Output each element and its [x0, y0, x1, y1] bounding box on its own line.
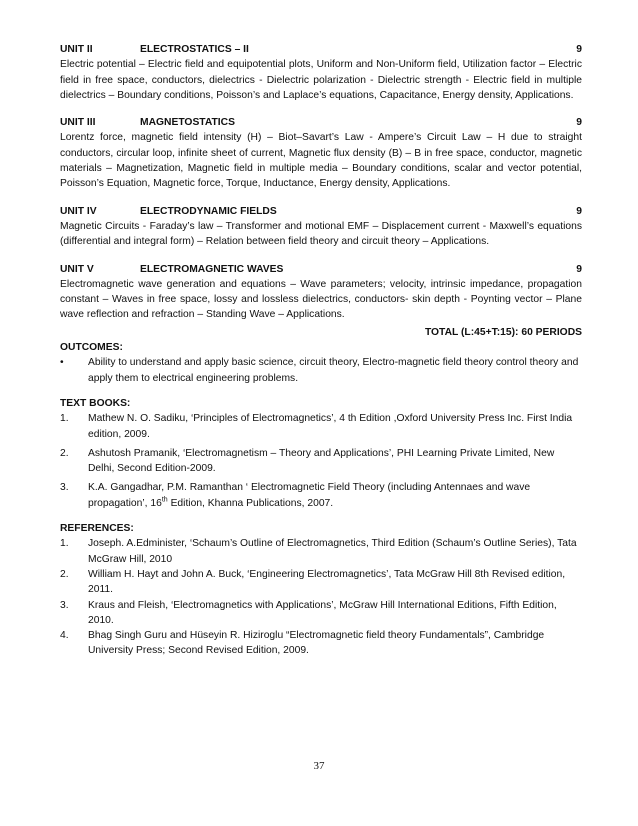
- item-text: William H. Hayt and John A. Buck, ‘Engineering Electromagnetics’, Tata McGraw Hill 8th Revised edition, 2011.: [88, 568, 566, 596]
- unit-3: [60, 115, 582, 191]
- unit-number: UNIT II: [60, 44, 93, 55]
- reference-item: [60, 628, 582, 659]
- textbook-item: [60, 446, 582, 477]
- unit-4: [60, 204, 582, 250]
- unit-body: Electromagnetic wave generation and equations – Wave parameters; velocity, intrinsic impedance, propagation constant – Waves in free space, lossy and lossless dielectrics, conductors- skin depth - Poynting vector – Plane wave reflection and refraction – Standing Wave – Applications.: [60, 278, 582, 321]
- unit-heading: [60, 204, 582, 219]
- unit-title: ELECTROSTATICS – II: [140, 44, 249, 55]
- unit-number: UNIT III: [60, 117, 96, 129]
- reference-item: [60, 536, 582, 567]
- reference-item: [60, 598, 582, 629]
- item-text: Joseph. A.Edminister, ‘Schaum’s Outline of Electromagnetics, Third Edition (Schaum’s Outline Series), Tata McGraw Hill, 2010: [88, 538, 577, 565]
- unit-body: Magnetic Circuits - Faraday’s law – Transformer and motional EMF – Displacement current - Maxwell’s equations (differential and integral form) – Relation between field theory and circuit theory – Applications.: [60, 220, 582, 248]
- item-number: 1.: [60, 413, 69, 425]
- references-section: [60, 521, 582, 659]
- unit-number: UNIT V: [60, 263, 94, 275]
- bullet-icon: •: [60, 357, 64, 369]
- outcomes-heading: OUTCOMES:: [60, 342, 123, 354]
- total-periods: TOTAL (L:45+T:15): 60 PERIODS: [424, 326, 582, 338]
- syllabus-content: [60, 42, 582, 659]
- outcome-text: Ability to understand and apply basic science, circuit theory, Electro-magnetic field theory control theory and apply them to electrical engineering problems.: [88, 357, 579, 384]
- textbooks-heading: TEXT BOOKS:: [60, 397, 131, 409]
- unit-hours: 9: [576, 44, 582, 55]
- textbook-item: [60, 480, 582, 511]
- ordinal-suffix: th: [161, 496, 168, 504]
- outcome-item: [60, 355, 582, 386]
- unit-hours: 9: [576, 117, 582, 129]
- item-text-part: K.A. Gangadhar, P.M. Ramanthan ‘ Electromagnetic Field Theory (including Antennaes and wave propagation’, 16: [88, 482, 531, 509]
- unit-number: UNIT IV: [60, 205, 97, 217]
- textbook-item: [60, 411, 582, 442]
- item-number: 2.: [60, 447, 69, 459]
- item-number: 3.: [60, 482, 69, 494]
- item-number: 2.: [60, 568, 69, 580]
- textbooks-section: [60, 396, 582, 511]
- unit-body: Lorentz force, magnetic field intensity (H) – Biot–Savart’s Law - Ampere’s Circuit Law – H due to straight conductors, circular loop, infinite sheet of current, Magnetic flux density (B) – B in free space, conductor, magnetic materials – Magnetization, Magnetic field in multiple media – Boundary conditions, scalar and vector potential, Poisson’s Equation, Magnetic force, Torque, Inductance, Energy density, Applications.: [60, 132, 582, 190]
- unit-title: MAGNETOSTATICS: [140, 117, 235, 129]
- item-number: 3.: [60, 599, 69, 611]
- unit-heading: [60, 42, 582, 57]
- item-text: [88, 480, 582, 511]
- item-number: 1.: [60, 538, 69, 550]
- item-number: 4.: [60, 630, 69, 642]
- item-text: Kraus and Fleish, ‘Electromagnetics with Applications’, McGraw Hill International Editions, Fifth Edition, 2010.: [88, 599, 557, 626]
- unit-hours: 9: [576, 205, 582, 217]
- unit-2: [60, 42, 582, 103]
- outcomes-section: [60, 340, 582, 386]
- unit-body: Electric potential – Electric field and equipotential plots, Uniform and Non-Uniform field, Utilization factor – Electric field in free space, conductors, dielectrics - Dielectric polarization - Dielectric strength - Electric field in multiple dielectrics – Boundary conditions, Poisson’s and Laplace’s equations, Capacitance, Energy density, Applications.: [60, 59, 582, 101]
- unit-heading: [60, 115, 582, 130]
- references-heading: REFERENCES:: [60, 523, 134, 535]
- unit-hours: 9: [576, 263, 582, 275]
- reference-item: [60, 567, 582, 598]
- unit-heading: [60, 262, 582, 277]
- page-number: 37: [313, 760, 325, 772]
- item-text-part: Edition, Khanna Publications, 2007.: [167, 497, 334, 509]
- item-text: Mathew N. O. Sadiku, ‘Principles of Electromagnetics’, 4 th Edition ,Oxford University Press Inc. First India edition, 2009.: [88, 413, 573, 440]
- item-text: Ashutosh Pramanik, ‘Electromagnetism – Theory and Applications’, PHI Learning Private Limited, New Delhi, Second Edition-2009.: [88, 447, 555, 475]
- unit-5: [60, 262, 582, 323]
- item-text: Bhag Singh Guru and Hüseyin R. Hiziroglu “Electromagnetic field theory Fundamentals”, Cambridge University Press; Second Revised Edition, 2009.: [88, 630, 545, 657]
- unit-title: ELECTRODYNAMIC FIELDS: [140, 205, 277, 217]
- unit-title: ELECTROMAGNETIC WAVES: [140, 263, 284, 275]
